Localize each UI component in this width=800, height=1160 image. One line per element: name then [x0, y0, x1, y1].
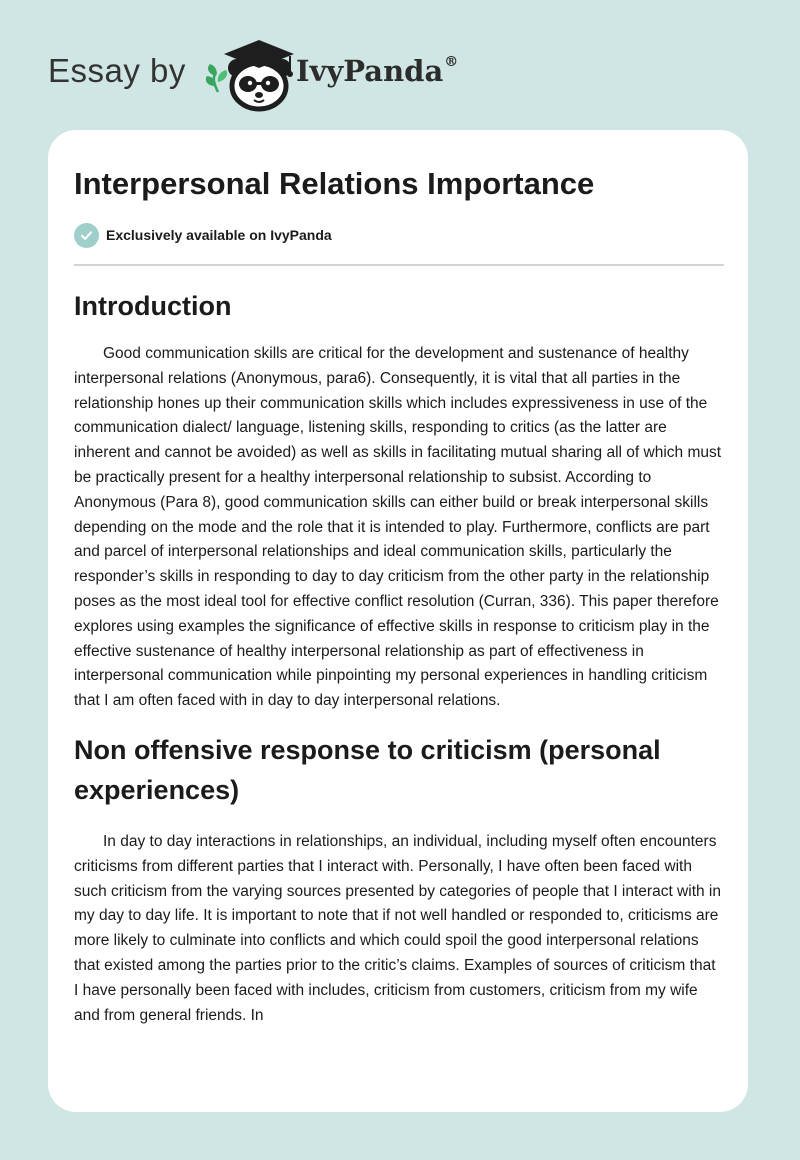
- exclusive-badge-label: Exclusively available on IvyPanda: [106, 227, 332, 243]
- section-body-non-offensive-response: In day to day interactions in relationships, an individual, including myself often encounters criticisms from different parties that I interact with. Personally, I have often been faced with such criticism from the varying sources presented by categories of people that I interact with in my day to day life. It is important to note that if not well handled or responded to, criticisms are more likely to culminate into conflicts and which could spoil the good interpersonal relations that existed among the parties prior to the critic’s claims. Examples of sources of criticism that I have personally been faced with includes, criticism from customers, criticism from my wife and from general friends. In: [74, 832, 721, 1024]
- section-heading-non-offensive-response: Non offensive response to criticism (personal experiences): [74, 734, 661, 805]
- site-header: [48, 34, 508, 114]
- section-body-introduction: Good communication skills are critical for the development and sustenance of healthy interpersonal relations (Anonymous, para6). Consequently, it is vital that all parties in the relationship hones up their communication skills which includes expressiveness in use of the communication dialect/ language, listening skills, responding to critics (as the latter are inherent and cannot be avoided) as well as skills in facilitating mutual sharing all of which must be practically present for a healthy interpersonal relationship to subsist. According to Anonymous (Para 8), good communication skills can either build or break interpersonal skills depending on the mode and the role that it is intended to play. Furthermore, conflicts are part and parcel of interpersonal relationships and ideal communication skills, particularly the responder’s skills in responding to day to day criticism from the other party in the relationship poses as the most ideal tool for effective conflict resolution (Curran, 336). This paper therefore explores using examples the significance of effective skills in response to criticism play in the effective sustenance of healthy interpersonal relationship as part of effectiveness in interpersonal communication while pinpointing my personal experiences in handling criticism that I am often faced with in day to day interpersonal relations.: [74, 345, 722, 710]
- brand-text: IvyPanda: [296, 54, 444, 88]
- section-heading-introduction: Introduction: [74, 291, 232, 321]
- panda-graduate-icon[interactable]: [204, 34, 302, 112]
- essay-title: Interpersonal Relations Importance: [74, 166, 595, 201]
- registered-mark: ®: [444, 54, 459, 71]
- title-divider: [74, 264, 724, 266]
- check-circle-icon: [74, 223, 99, 248]
- essay-content: [74, 164, 724, 1028]
- essay-by-label: Essay by: [48, 52, 186, 89]
- essay-card: [48, 130, 748, 1112]
- exclusive-badge: [74, 222, 724, 248]
- brand-name[interactable]: [296, 54, 458, 88]
